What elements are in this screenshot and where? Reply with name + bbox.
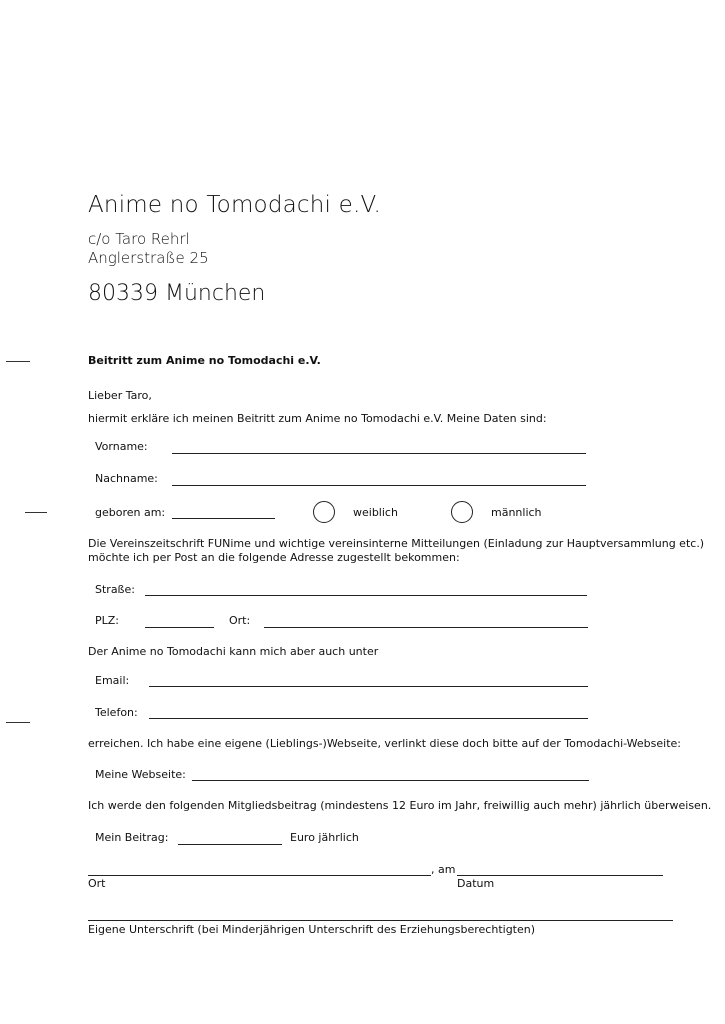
am-text: , am <box>431 863 456 876</box>
beitrag-suffix: Euro jährlich <box>290 831 359 844</box>
geburtsdatum-field[interactable] <box>172 518 275 519</box>
intro-text: hiermit erkläre ich meinen Beitritt zum Anime no Tomodachi e.V. Meine Daten sind: <box>88 412 547 425</box>
beitrag-field[interactable] <box>178 844 282 845</box>
maennlich-radio[interactable] <box>451 501 473 523</box>
ort-label: Ort: <box>229 614 251 627</box>
datum-caption: Datum <box>457 877 495 890</box>
weiblich-label: weiblich <box>353 506 398 519</box>
beitrag-label: Mein Beitrag: <box>95 831 169 844</box>
street-line: Anglerstraße 25 <box>88 249 209 267</box>
organization-name: Anime no Tomodachi e.V. <box>88 192 381 218</box>
weiblich-radio[interactable] <box>313 501 335 523</box>
website-text: erreichen. Ich habe eine eigene (Lieblings-)Webseite, verlinkt diese doch bitte auf der Tomodachi-Webseite: <box>88 737 681 750</box>
webseite-label: Meine Webseite: <box>95 768 186 781</box>
plz-field[interactable] <box>145 627 214 628</box>
nachname-field[interactable] <box>172 485 586 486</box>
plz-label: PLZ: <box>95 614 120 627</box>
punch-mark <box>25 512 47 513</box>
maennlich-label: männlich <box>491 506 542 519</box>
ort-field[interactable] <box>264 627 588 628</box>
newsletter-text-line-1: Die Vereinszeitschrift FUNime und wichtige vereinsinterne Mitteilungen (Einladung zur Hauptversammlung etc.) <box>88 537 705 550</box>
ort-signature-field[interactable] <box>88 875 431 876</box>
email-field[interactable] <box>149 686 588 687</box>
geboren-label: geboren am: <box>95 506 166 519</box>
email-label: Email: <box>95 674 130 687</box>
strasse-field[interactable] <box>145 595 587 596</box>
fee-text: Ich werde den folgenden Mitgliedsbeitrag (mindestens 12 Euro im Jahr, freiwillig auch mehr) jährlich überweisen. <box>88 799 712 812</box>
care-of-line: c/o Taro Rehrl <box>88 230 190 248</box>
signature-field[interactable] <box>88 920 673 921</box>
city-line: 80339 München <box>88 281 266 306</box>
signature-caption: Eigene Unterschrift (bei Minderjährigen Unterschrift des Erziehungsberechtigten) <box>88 923 536 936</box>
contact-text: Der Anime no Tomodachi kann mich aber auch unter <box>88 645 379 658</box>
newsletter-text-line-2: möchte ich per Post an die folgende Adresse zugestellt bekommen: <box>88 551 460 564</box>
subject: Beitritt zum Anime no Tomodachi e.V. <box>88 354 321 367</box>
fold-mark-top <box>6 361 30 362</box>
vorname-label: Vorname: <box>95 440 148 453</box>
nachname-label: Nachname: <box>95 472 158 485</box>
ort-caption: Ort <box>88 877 106 890</box>
vorname-field[interactable] <box>172 453 586 454</box>
webseite-field[interactable] <box>192 780 589 781</box>
strasse-label: Straße: <box>95 583 135 596</box>
fold-mark-bottom <box>6 722 30 723</box>
datum-field[interactable] <box>457 875 663 876</box>
telefon-label: Telefon: <box>95 706 138 719</box>
salutation: Lieber Taro, <box>88 389 152 402</box>
telefon-field[interactable] <box>149 718 588 719</box>
